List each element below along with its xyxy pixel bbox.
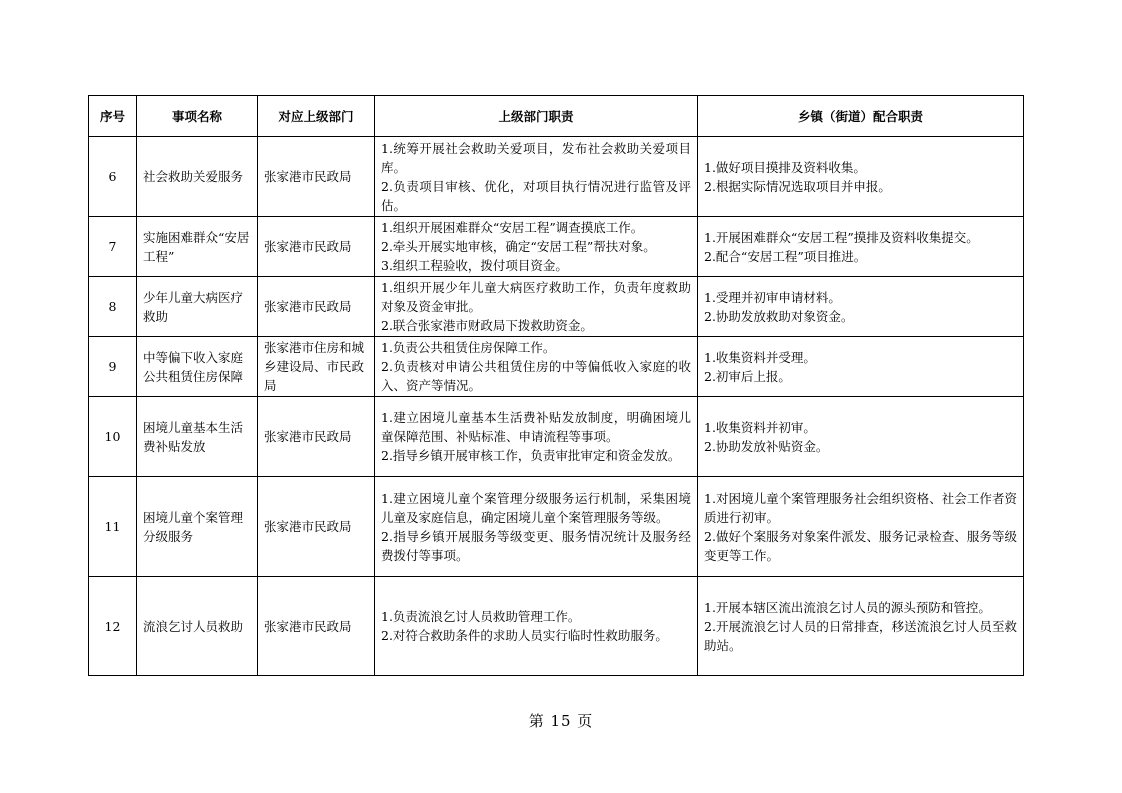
superior-duties [375,477,698,577]
duty-line: 2.负责核对申请公共租赁住房的中等偏低收入家庭的收入、资产等情况。 [381,359,691,393]
duty-table [88,95,1024,676]
header-row [89,96,1024,137]
superior-department: 张家港市民政局 [258,277,375,337]
superior-department: 张家港市民政局 [258,137,375,217]
superior-department: 张家港市民政局 [258,217,375,277]
superior-duties [375,137,698,217]
duty-line: 1.组织开展困难群众“安居工程”调查摸底工作。 [381,220,644,235]
duty-line: 1.组织开展少年儿童大病医疗救助工作，负责年度救助对象及资金审批。 [381,280,691,314]
page-number: 第 15 页 [528,712,594,730]
header-cell: 上级部门职责 [375,96,698,137]
duty-line: 2.对符合救助条件的求助人员实行临时性救助服务。 [381,628,668,643]
duty-line: 2.指导乡镇开展审核工作，负责审批审定和资金发放。 [381,448,681,463]
township-duties [698,477,1024,577]
row-number: 10 [89,397,137,477]
item-name: 困境儿童个案管理分级服务 [137,477,258,577]
header-cell: 乡镇（街道）配合职责 [698,96,1024,137]
duty-line: 1.负责公共租赁住房保障工作。 [381,340,556,355]
table-row [89,137,1024,217]
superior-department: 张家港市民政局 [258,477,375,577]
coop-line: 1.受理并初审申请材料。 [704,289,841,305]
coop-line: 1.开展困难群众“安居工程”摸排及资料收集提交。 [704,229,979,245]
township-duties [698,577,1024,676]
table-row [89,577,1024,676]
coop-line: 1.收集资料并受理。 [704,349,816,365]
superior-duties [375,577,698,676]
township-duties [698,217,1024,277]
item-name: 社会救助关爱服务 [137,137,258,217]
table-row [89,397,1024,477]
table-row [89,477,1024,577]
duty-line: 2.联合张家港市财政局下拨救助资金。 [381,318,593,333]
township-duties [698,337,1024,397]
superior-department: 张家港市民政局 [258,397,375,477]
duty-line: 3.组织工程验收，拨付项目资金。 [381,258,568,273]
township-duties [698,137,1024,217]
superior-department: 张家港市民政局 [258,577,375,676]
item-name: 少年儿童大病医疗救助 [137,277,258,337]
row-number: 12 [89,577,137,676]
coop-line: 2.配合“安居工程”项目推进。 [704,248,867,264]
coop-line: 2.根据实际情况选取项目并申报。 [704,178,891,194]
coop-line: 1.开展本辖区流出流浪乞讨人员的源头预防和管控。 [704,599,991,615]
item-name: 困境儿童基本生活费补贴发放 [137,397,258,477]
duty-line: 1.建立困境儿童基本生活费补贴发放制度，明确困境儿童保障范围、补贴标准、申请流程等事项。 [381,410,691,444]
table-row [89,277,1024,337]
coop-line: 2.协助发放补贴资金。 [704,438,829,454]
header-cell: 事项名称 [137,96,258,137]
duty-line: 1.统筹开展社会救助关爱项目，发布社会救助关爱项目库。 [381,140,691,175]
superior-duties [375,397,698,477]
header-cell: 对应上级部门 [258,96,375,137]
coop-line: 1.对困境儿童个案管理服务社会组织资格、社会工作者资质进行初审。 [704,490,1017,525]
coop-line: 2.开展流浪乞讨人员的日常排查，移送流浪乞讨人员至救助站。 [704,618,1017,653]
superior-duties [375,277,698,337]
township-duties [698,397,1024,477]
item-name: 实施困难群众“安居工程” [137,217,258,277]
coop-line: 1.做好项目摸排及资料收集。 [704,159,866,175]
table-row [89,337,1024,397]
duty-line: 1.负责流浪乞讨人员救助管理工作。 [381,609,581,624]
superior-duties [375,337,698,397]
row-number: 9 [89,337,137,397]
coop-line: 2.做好个案服务对象案件派发、服务记录检查、服务等级变更等工作。 [704,528,1017,563]
row-number: 7 [89,217,137,277]
superior-duties [375,217,698,277]
coop-line: 2.协助发放救助对象资金。 [704,308,854,324]
township-duties [698,277,1024,337]
duty-line: 2.指导乡镇开展服务等级变更、服务情况统计及服务经费拨付等事项。 [381,528,691,563]
row-number: 8 [89,277,137,337]
row-number: 11 [89,477,137,577]
row-number: 6 [89,137,137,217]
duty-line: 2.负责项目审核、优化，对项目执行情况进行监管及评估。 [381,178,691,213]
header-cell: 序号 [89,96,137,137]
coop-line: 1.收集资料并初审。 [704,419,816,435]
table-row [89,217,1024,277]
superior-department: 张家港市住房和城乡建设局、市民政局 [258,337,375,397]
item-name: 流浪乞讨人员救助 [137,577,258,676]
duty-line: 1.建立困境儿童个案管理分级服务运行机制，采集困境儿童及家庭信息，确定困境儿童个案管理服务等级。 [381,490,691,525]
coop-line: 2.初审后上报。 [704,368,791,384]
item-name: 中等偏下收入家庭公共租赁住房保障 [137,337,258,397]
duty-line: 2.牵头开展实地审核，确定“安居工程”帮扶对象。 [381,239,656,254]
